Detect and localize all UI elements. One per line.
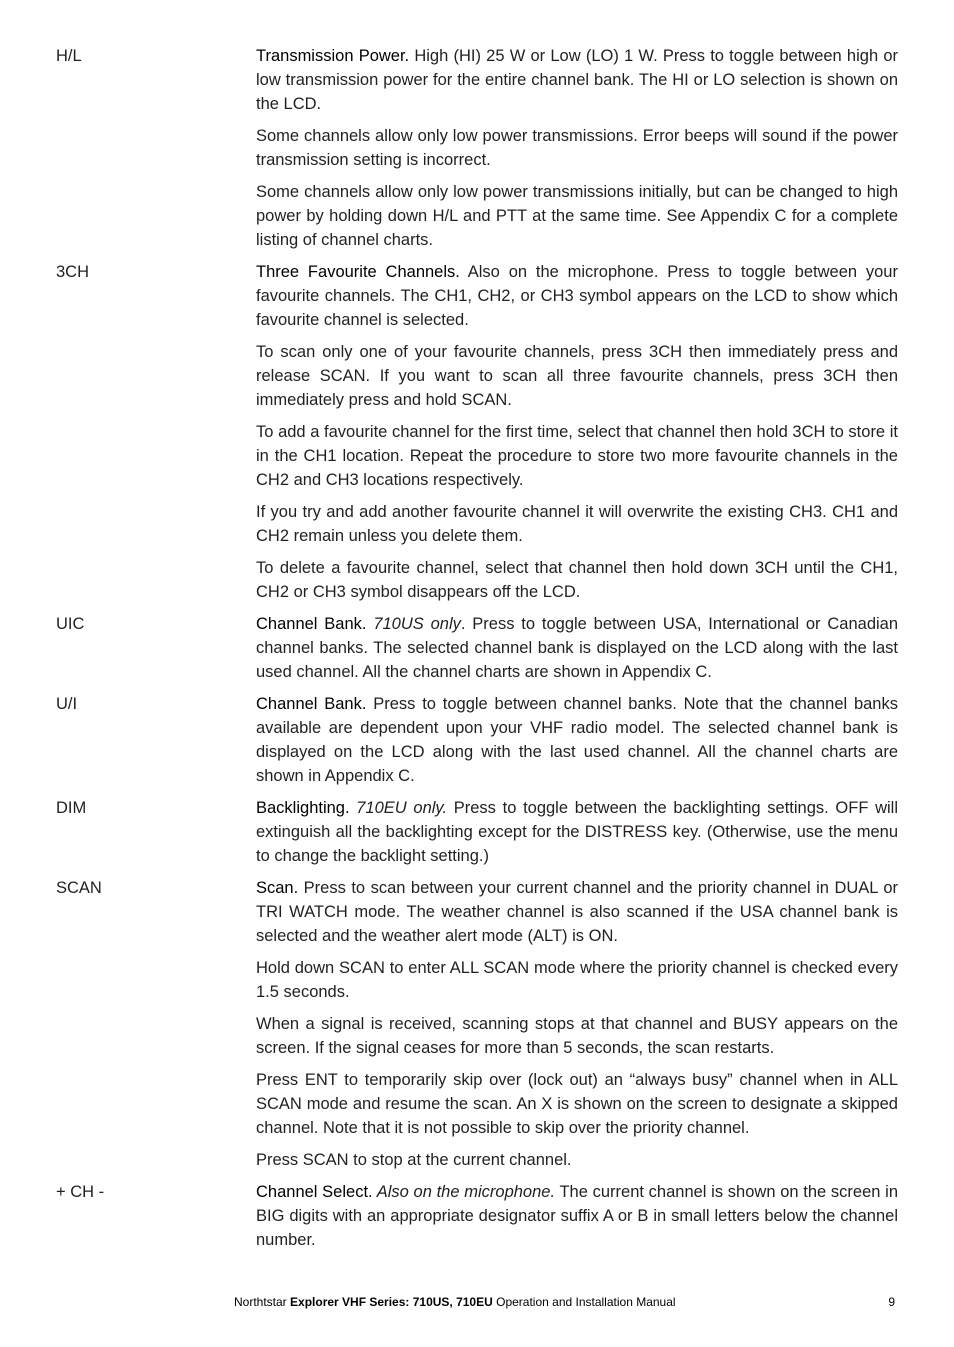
description-paragraph [256,612,898,684]
entry-row [56,612,898,692]
description-paragraph [256,44,898,116]
paragraph-lead: Channel Bank. [256,695,367,713]
footer-suffix: Operation and Installation Manual [492,1295,676,1309]
description-paragraph [256,1148,898,1172]
paragraph-note: 710EU only. [349,799,448,817]
description-paragraph [256,180,898,252]
entry-description [256,876,898,1180]
entry-row [56,796,898,876]
page-number: 9 [888,1295,895,1309]
entry-row [56,44,898,260]
entry-row [56,1180,898,1260]
paragraph-text: Press ENT to temporarily skip over (lock out) an “always busy” channel when in ALL SCAN mode and resume the scan. An X is shown on the screen to designate a skipped channel. Note that it is not possible to skip over the priority channel. [256,1071,898,1137]
description-paragraph [256,796,898,868]
paragraph-text: Press SCAN to stop at the current channel. [256,1151,572,1169]
paragraph-lead: Scan. [256,879,299,897]
entry-key: SCAN [56,879,102,897]
paragraph-lead: Three Favourite Channels. [256,263,460,281]
paragraph-text: If you try and add another favourite channel it will overwrite the existing CH3. CH1 and CH2 remain unless you delete them. [256,503,898,545]
entry-key: U/I [56,695,78,713]
description-paragraph [256,1012,898,1060]
description-paragraph [256,500,898,548]
entry-description [256,44,898,260]
footer-brand: Northtstar [234,1295,291,1309]
paragraph-text: Press to toggle between channel banks. Note that the channel banks available are dependent upon your VHF radio model. The selected channel bank is displayed on the LCD along with the last used channel. All the channel charts are shown in Appendix C. [256,695,898,785]
entry-row [56,876,898,1180]
paragraph-text: Press to toggle between the backlighting settings. OFF will extinguish all the backlighting except for the DISTRESS key. (Otherwise, use the menu to change the backlight setting.) [256,799,899,865]
paragraph-text: The current channel is shown on the screen in BIG digits with an appropriate designator suffix A or B in small letters below the channel number. [256,1183,898,1249]
paragraph-text: To delete a favourite channel, select that channel then hold down 3CH until the CH1, CH2 or CH3 symbol disappears off the LCD. [256,559,898,601]
paragraph-lead: Channel Bank. [256,615,367,633]
entry-key: DIM [56,799,87,817]
paragraph-note: Also on the microphone. [372,1183,556,1201]
footer-title [234,1293,676,1311]
entry-description [256,1180,898,1260]
paragraph-text: When a signal is received, scanning stops at that channel and BUSY appears on the screen. If the signal ceases for more than 5 seconds, the scan restarts. [256,1015,898,1057]
paragraph-text: Some channels allow only low power transmissions. Error beeps will sound if the power transmission setting is incorrect. [256,127,898,169]
description-paragraph [256,124,898,172]
entry-description [256,796,898,876]
entry-row [56,692,898,796]
entry-description [256,692,898,796]
description-paragraph [256,1068,898,1140]
paragraph-text: To add a favourite channel for the first time, select that channel then hold 3CH to store it in the CH1 location. Repeat the procedure to store two more favourite channels in the CH2 and CH3 locations respectively. [256,423,898,489]
paragraph-text: Hold down SCAN to enter ALL SCAN mode where the priority channel is checked every 1.5 seconds. [256,959,898,1001]
description-paragraph [256,556,898,604]
paragraph-lead: Transmission Power. [256,47,410,65]
paragraph-lead: Channel Select. [256,1183,373,1201]
entry-key: H/L [56,47,82,65]
entry-key: 3CH [56,263,90,281]
paragraph-lead: Backlighting. [256,799,350,817]
paragraph-text: High (HI) 25 W or Low (LO) 1 W. Press to toggle between high or low transmission power for the entire channel bank. The HI or LO selection is shown on the LCD. [256,47,898,113]
description-paragraph [256,260,898,332]
description-paragraph [256,420,898,492]
document-body [56,44,898,1260]
paragraph-text: Also on the microphone. Press to toggle between your favourite channels. The CH1, CH2, or CH3 symbol appears on the LCD to show which favourite channel is selected. [256,263,898,329]
description-paragraph [256,1180,898,1252]
paragraph-text: To scan only one of your favourite channels, press 3CH then immediately press and release SCAN. If you want to scan all three favourite channels, press 3CH then immediately press and hold SCAN. [256,343,898,409]
footer-series: Explorer VHF Series: 710US, 710EU [290,1295,493,1309]
description-paragraph [256,956,898,1004]
entry-key: UIC [56,615,85,633]
entry-row [56,260,898,612]
description-paragraph [256,876,898,948]
paragraph-note: 710US only [366,615,461,633]
entry-key: + CH - [56,1183,105,1201]
description-paragraph [256,340,898,412]
entry-description [256,612,898,692]
paragraph-text: Press to scan between your current channel and the priority channel in DUAL or TRI WATCH mode. The weather channel is also scanned if the USA channel bank is selected and the weather alert mode (ALT) is ON. [256,879,898,945]
description-paragraph [256,692,898,788]
paragraph-text: Some channels allow only low power transmissions initially, but can be changed to high power by holding down H/L and PTT at the same time. See Appendix C for a complete listing of channel charts. [256,183,898,249]
entry-description [256,260,898,612]
paragraph-text: . Press to toggle between USA, International or Canadian channel banks. The selected channel bank is displayed on the LCD along with the last used channel. All the channel charts are shown in Appendix C. [256,615,899,681]
